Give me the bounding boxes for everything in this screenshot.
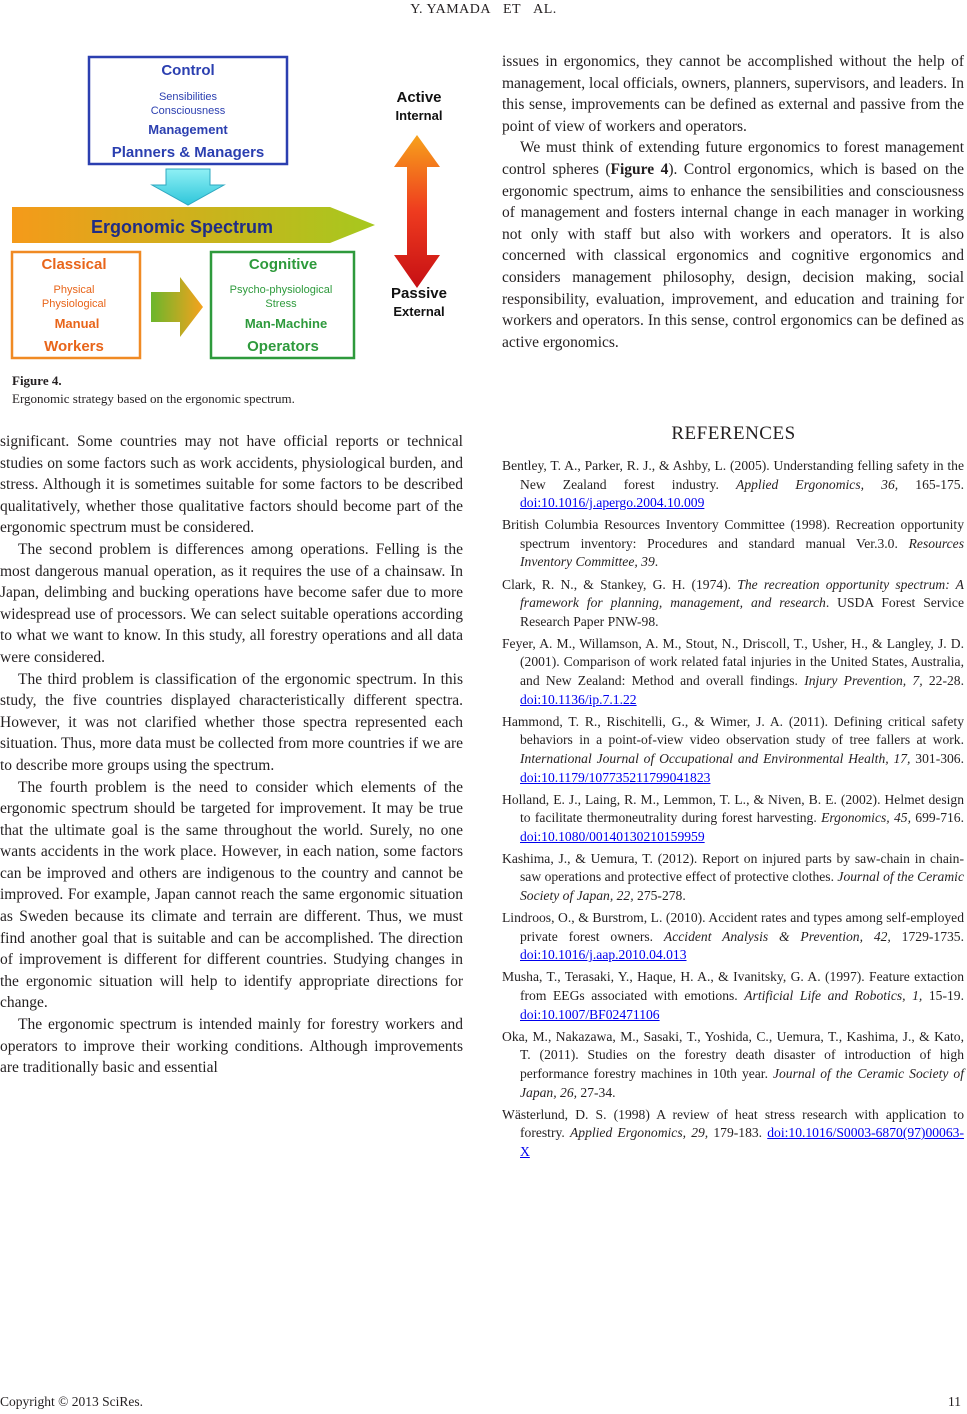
doi-link[interactable]: doi:10.1016/j.aap.2010.04.013 [520,947,687,963]
running-head [0,0,967,20]
active-sub: Internal [395,108,443,123]
cognitive-line4: Operators [247,338,319,355]
control-title: Control [161,62,215,79]
cognitive-line3: Man-Machine [244,316,328,331]
cognitive-line2: Stress [265,298,297,310]
left-paragraph-3: The third problem is classification of the ergonomic spectrum. In this study, the five countries displayed characteristically different spectra. However, it was not clarified whether those spectra represented each situation. Thus, more data must be collected from more countries if we are to describe more groups using the spectrum. [0,670,463,774]
reference-item: Oka, M., Nakazawa, M., Sasaki, T., Yoshida, C., Uemura, T., Kashima, J., & Kato, T. (2011). Studies on the forestry death disaster of introduction of high performance forestry machines in 10th year. Journal of the Ceramic Society of Japan, 26, 27-34. [502,1028,964,1100]
footer-page-number: 11 [948,1394,961,1409]
reference-item: Wästerlund, D. S. (1998) A review of heat stress research with application to forestry. Applied Ergonomics, 29, 179-183. doi:10.1016/S0003-6870(97)00063-X [502,1106,964,1159]
left-paragraph-4: The fourth problem is the need to consider which elements of the ergonomic spectrum should be targeted for improvement. It may be true that the ultimate goal is the same throughout the world. Surely, no one wants accidents in the work place. However, in each nation, some factors can be improved and others are indigenous to the country and cannot be improved. For example, Japan cannot reach the same ergonomic situation as Sweden because its climate and terrain are different. Thus, we must find another goal that is suitable and can be accomplished. The direction of improvement is different for different countries. Studying changes in the ergonomic situation will help to identify appropriate directions for change. [0,778,463,1012]
control-line4: Planners & Managers [111,144,265,161]
reference-item: Hammond, T. R., Rischitelli, G., & Wimer, J. A. (2011). Defining critical safety behaviors in a point-of-view video observation study of tree fallers at work. International Journal of Occupational and Environmental Health, 17, 301-306. doi:10.1179/107735211799041823 [502,713,965,785]
footer-copyright: Copyright © 2013 SciRes. [0,1394,144,1409]
control-line2: Consciousness [150,105,226,117]
classical-line4: Workers [44,338,104,355]
left-paragraph-5: The ergonomic spectrum is intended mainly for forestry workers and operators to improve their working conditions. Although improvements are traditionally basic and essential [0,1016,463,1077]
figure-4-reference[interactable]: Figure 4 [610,160,669,178]
figure-caption-label: Figure 4. [12,373,62,388]
cognitive-line1: Psycho-physiological [229,284,333,296]
left-paragraph-1: significant. Some countries may not have official reports or technical studies on some factors such as work accidents, physiological burden, and stress. Although it is sometimes suitable for some factors to be described qualitatively, whether those qualitative factors should become part of the ergonomic spectrum must be considered. [0,433,463,537]
reference-item: Holland, E. J., Laing, R. M., Lemmon, T. L., & Niven, B. E. (2002). Helmet design to facilitate thermoneutrality during forest harvesting. Ergonomics, 45, 699-716. doi:10.1080/00140130210159959 [502,791,965,844]
doi-link[interactable]: doi:10.1007/BF02471106 [520,1006,660,1022]
doi-link[interactable]: doi:10.1016/S0003-6870(97)00063-X [520,1125,964,1159]
reference-item: British Columbia Resources Inventory Committee (1998). Recreation opportunity spectrum inventory: Procedures and standard manual Ver.3.0. Resources Inventory Committee, 39. [502,517,964,570]
right-paragraph-2: We must think of extending future ergonomics to forest management control spheres (Figure 4). Control ergonomics, which is based on the ergonomic spectrum, aims to enhance the sensibilities and consciousness of management and fosters internal change in each manager in working not only with staff but also with workers and operators. It is also concerned with classical ergonomics and cognitive ergonomics and considers management philosophy, design, decision making, social responsibility, evaluation, improvement, and education and training for workers and operators. In this sense, control ergonomics can be defined as active ergonomics. [502,139,964,351]
passive-sub: External [393,304,445,319]
running-head-et: ET [502,2,522,17]
doi-link[interactable]: doi:10.1179/107735211799041823 [520,769,711,785]
down-arrow-icon [152,169,224,205]
reference-item: Lindroos, O., & Burstrom, L. (2010). Accident rates and types among self-employed private forest owners. Accident Analysis & Prevention, 42, 1729-1735. doi:10.1016/j.aap.2010.04.013 [502,910,964,963]
control-line1: Sensibilities [158,91,218,103]
control-line3: Management [148,122,228,137]
reference-item: Feyer, A. M., Willamson, A. M., Stout, N., Driscoll, T., Usher, H., & Langley, J. D. (2001). Comparison of work related fatal injuries in the United States, Australia, and New Zealand: Method and overall findings. Injury Prevention, 7, 22-28. doi:10.1136/ip.7.1.22 [502,635,965,707]
running-head-al: AL. [533,2,557,17]
running-head-authors: Y. YAMADA [410,2,491,17]
references-heading: REFERENCES [671,423,796,444]
cognitive-title: Cognitive [248,256,318,273]
left-column [0,431,463,1079]
right-arrow-icon [151,277,203,337]
ergonomic-strategy-diagram [0,45,470,375]
classical-line3: Manual [54,316,100,331]
references-list [502,457,964,1165]
right-paragraph-1: issues in ergonomics, they cannot be accomplished without the help of management, local officials, owners, planners, supervisors, and leaders. In this sense, improvements can be defined as external and passive from the point of view of workers and operators. [502,53,964,135]
left-paragraph-2: The second problem is differences among operations. Felling is the most dangerous manual operation, as it requires the use of a chainsaw. In Japan, delimbing and bucking operations have become safer due to more widespread use of processors. We can select suitable operations according to what we want to know. In this study, all forestry operations and all data were considered. [0,540,463,666]
classical-line1: Physical [53,284,95,296]
active-label: Active [396,89,442,106]
doi-link[interactable]: doi:10.1016/j.apergo.2004.10.009 [520,495,705,511]
reference-item: Kashima, J., & Uemura, T. (2012). Report on injured parts by saw-chain in chain-saw operations and protective effect of protective clothes. Journal of the Ceramic Society of Japan, 22, 275-278. [502,850,964,904]
right-column [502,51,964,353]
passive-label: Passive [391,285,447,302]
figure-4 [0,45,470,405]
doi-link[interactable]: doi:10.1136/ip.7.1.22 [520,691,637,707]
reference-item: Musha, T., Terasaki, Y., Haque, H. A., & Ivanitsky, G. A. (1997). Feature extaction from EEGs associated with emotions. Artificial Life and Robotics, 1, 15-19. doi:10.1007/BF02471106 [502,969,964,1022]
reference-item: Bentley, T. A., Parker, R. J., & Ashby, L. (2005). Understanding felling safety in the New Zealand forest industry. Applied Ergonomics, 36, 165-175. doi:10.1016/j.apergo.2004.10.009 [502,458,964,511]
classical-line2: Physiological [41,298,107,310]
doi-link[interactable]: doi:10.1080/00140130210159959 [520,828,705,844]
reference-item: Clark, R. N., & Stankey, G. H. (1974). The recreation opportunity spectrum: A framework for planning, management, and research. USDA Forest Service Research Paper PNW-98. [502,576,964,629]
double-arrow-icon [394,135,440,288]
figure-caption-text: Ergonomic strategy based on the ergonomic spectrum. [12,391,295,406]
classical-title: Classical [41,256,107,273]
spectrum-label: Ergonomic Spectrum [90,217,274,237]
